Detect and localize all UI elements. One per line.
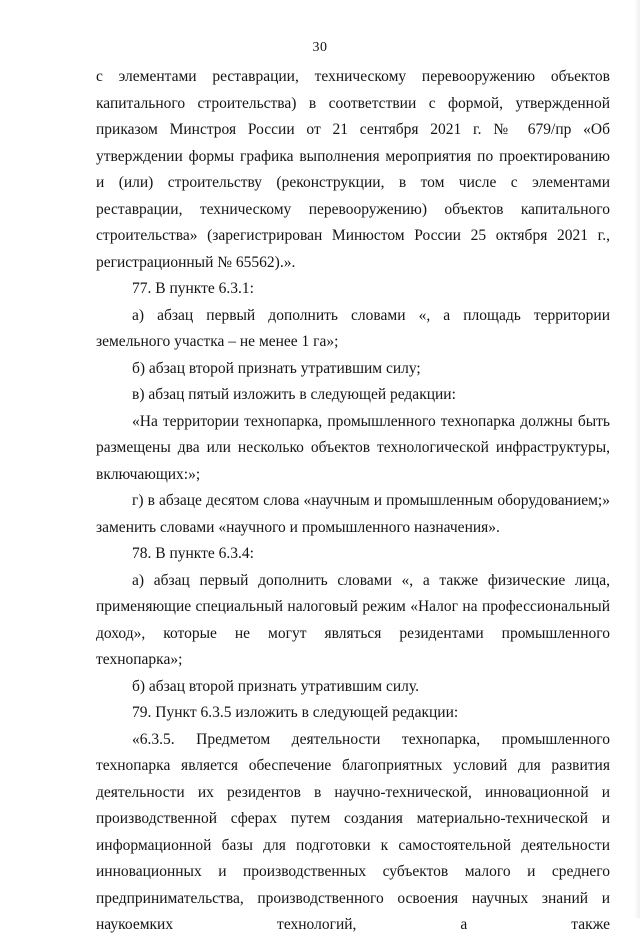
paragraph-item-79: 79. Пункт 6.3.5 изложить в следующей редакции: (132, 704, 459, 721)
paragraph-continuation: с элементами реставрации, техническому перевооружению объектов капитального строительства) в соответствии с формой, утвержденной приказом Минстроя России от 21 сентября 2021 г. № 679/пр «Об утверждении формы графика выполнения мероприятия по проектированию и (или) строительству (реконструкции, в том числе с элементами реставрации, техническому перевооружению) объектов капитального строительства» (зарегистрирован Минюстом России 25 октября 2021 г., регистрационный № 65562).». (96, 68, 610, 271)
document-body (96, 64, 610, 939)
paragraph-item-77-v: в) абзац пятый изложить в следующей редакции: (132, 386, 456, 403)
paragraph-quote-6-3-5: «6.3.5. Предметом деятельности технопарка, промышленного технопарка является обеспечение благоприятных условий для развития деятельности их резидентов в научно-технической, инновационной и производственной сферах путем создания материально-технической и информационной базы для подготовки к самостоятельной деятельности инновационных и производственных субъектов малого и среднего предпринимательства, производственного освоения научных знаний и наукоемких технологий, а также (96, 730, 610, 933)
page-number: 30 (312, 40, 328, 55)
paragraph-item-77-g: г) в абзаце десятом слова «научным и промышленным оборудованием;» заменить словами «научного и промышленного назначения». (96, 492, 610, 536)
paragraph-item-77: 77. В пункте 6.3.1: (132, 280, 254, 297)
paragraph-item-78-b: б) абзац второй признать утратившим силу. (132, 677, 419, 695)
paragraph-item-77-b: б) абзац второй признать утратившим силу; (132, 359, 421, 377)
paragraph-quote-territory: «На территории технопарка, промышленного технопарка должны быть размещены два или несколько объектов технологической инфраструктуры, включающих:»; (96, 412, 610, 483)
paragraph-item-78-a: а) абзац первый дополнить словами «, а также физические лица, применяющие специальный налоговый режим «Налог на профессиональный доход», которые не могут являться резидентами промышленного технопарка»; (96, 571, 610, 668)
paragraph-item-78: 78. В пункте 6.3.4: (132, 545, 254, 562)
paragraph-item-77-a: а) абзац первый дополнить словами «, а площадь территории земельного участка – не менее 1 га»; (96, 306, 610, 350)
scan-edge-shadow (634, 0, 640, 918)
